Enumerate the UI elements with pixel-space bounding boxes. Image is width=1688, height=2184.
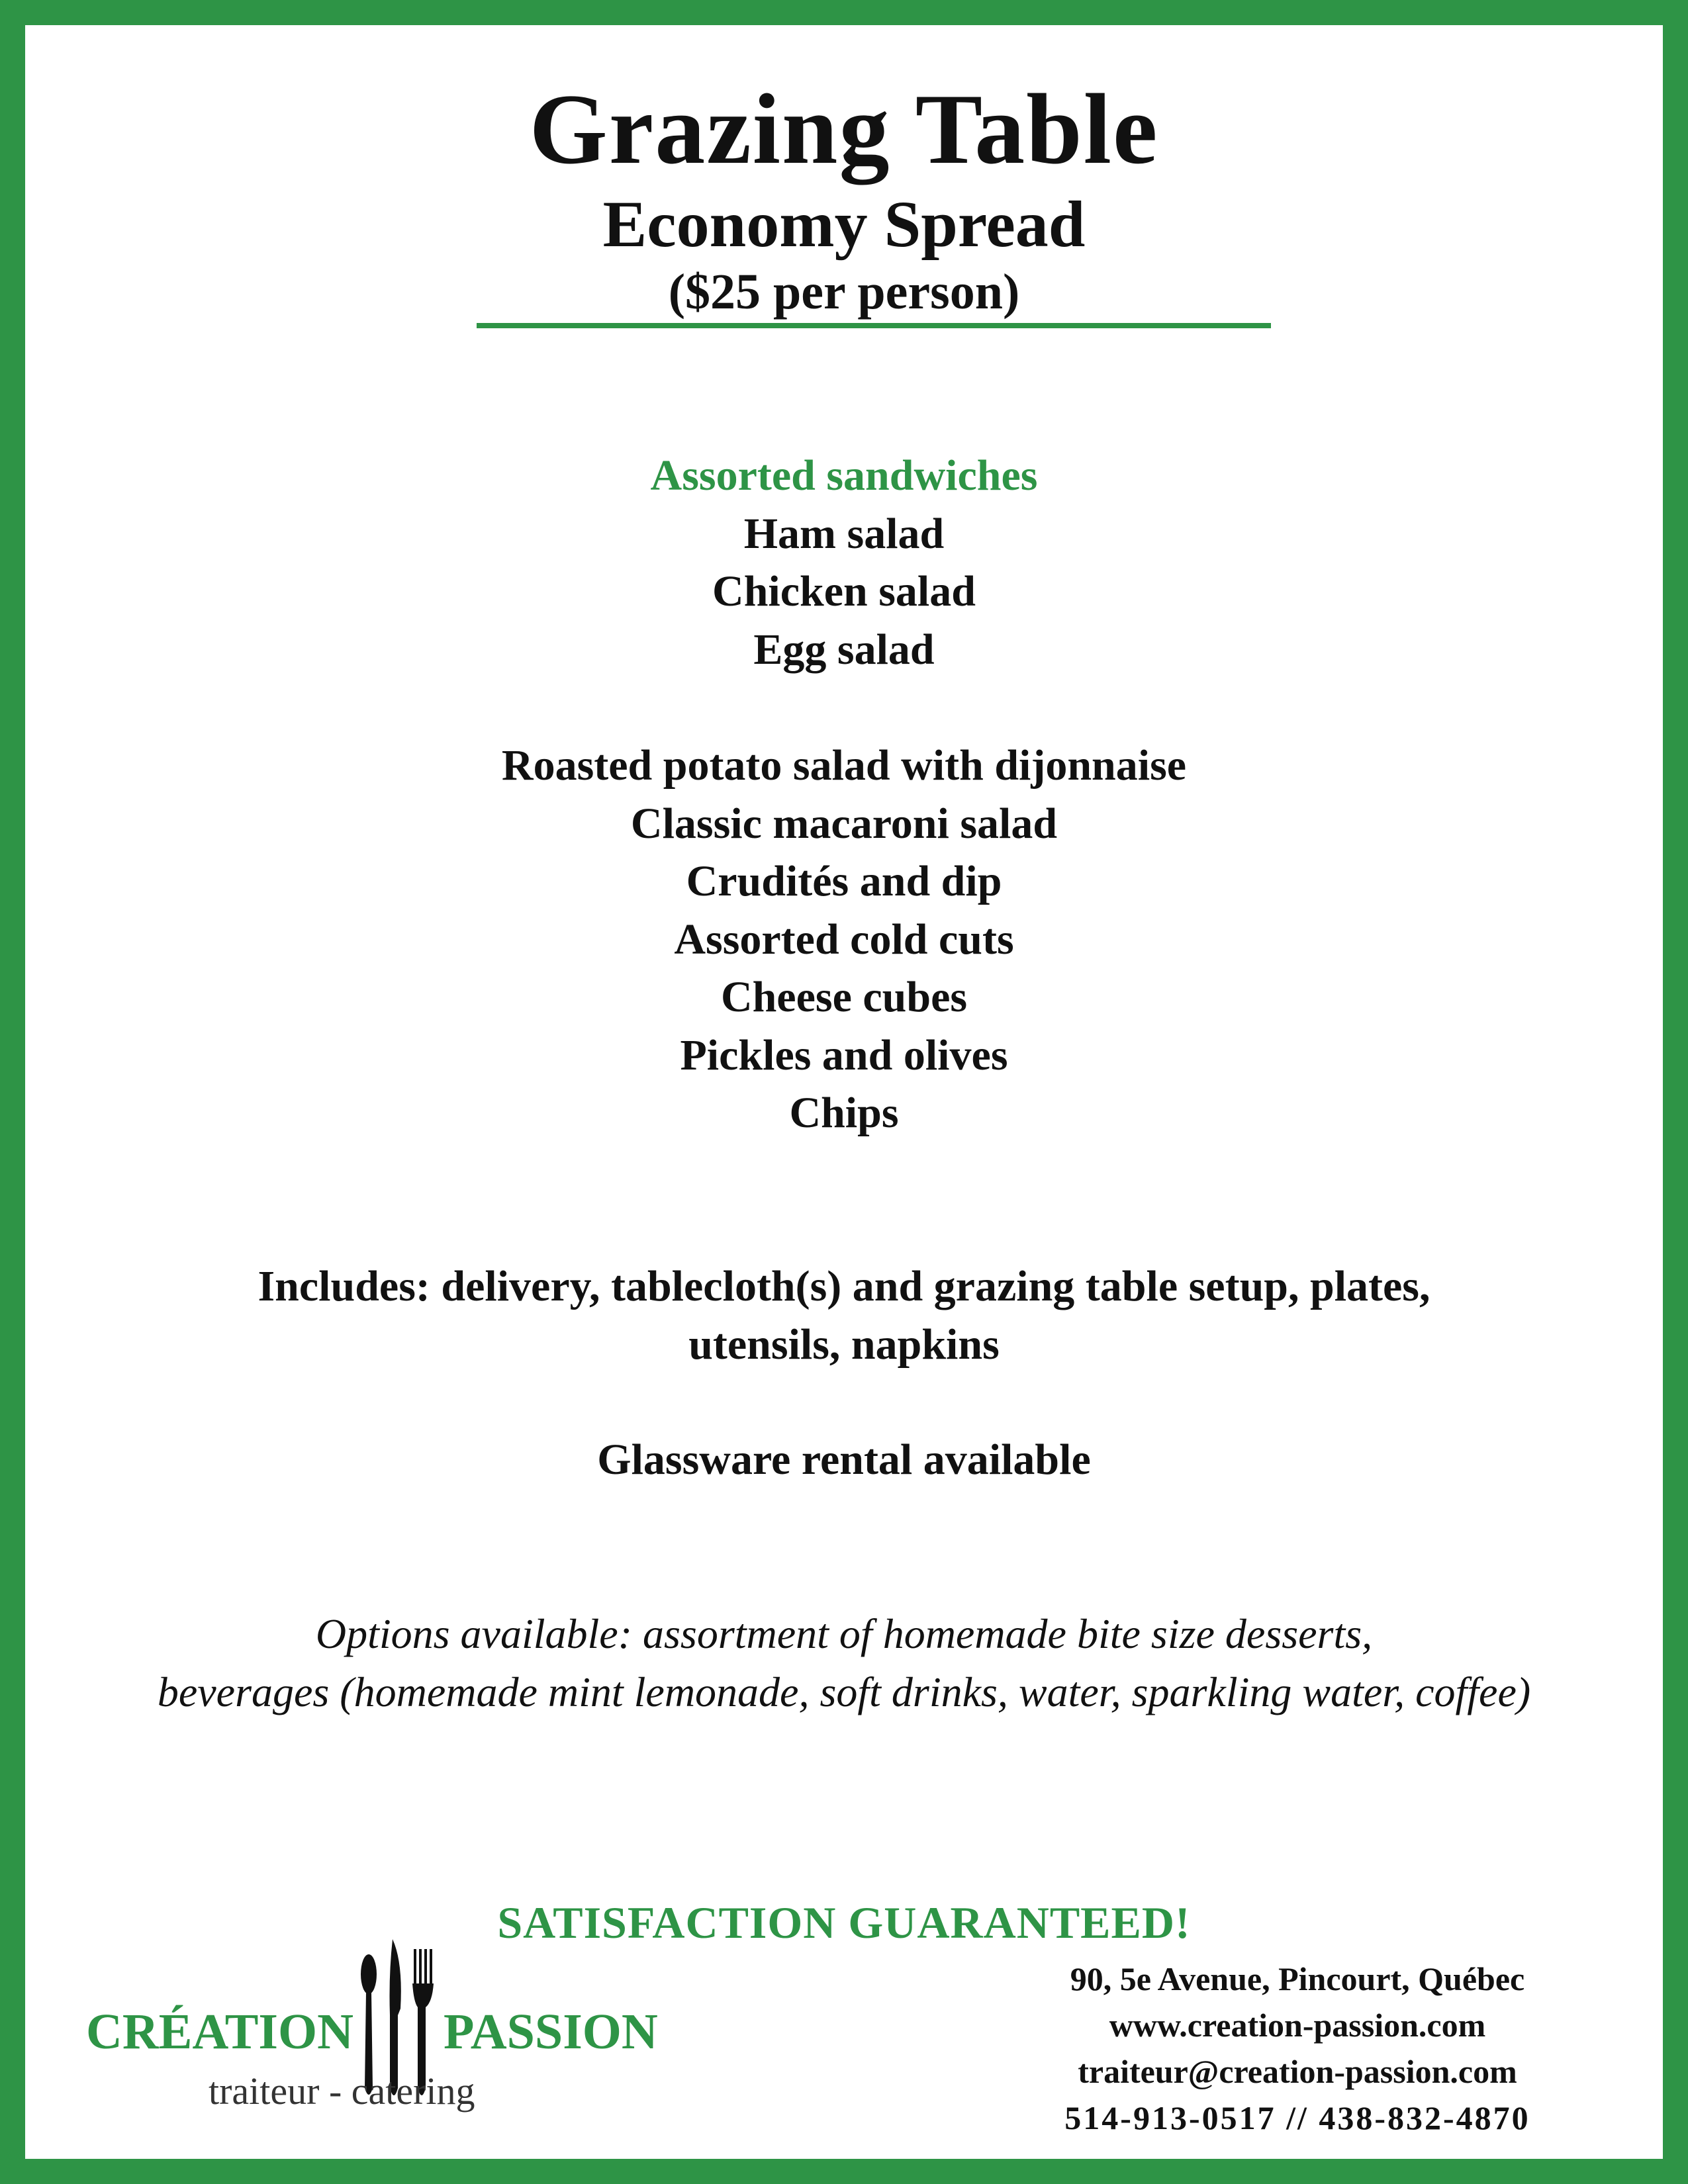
contact-website[interactable]: www.creation-passion.com: [1109, 2007, 1486, 2044]
sandwiches-heading: Assorted sandwiches: [650, 451, 1038, 500]
contact-block: [1006, 1956, 1589, 2141]
glassware-note: Glassware rental available: [597, 1435, 1091, 1484]
includes-line: utensils, napkins: [688, 1320, 1000, 1369]
satisfaction-guarantee: SATISFACTION GUARANTEED!: [497, 1897, 1191, 1948]
menu-item: Roasted potato salad with dijonnaise: [501, 741, 1187, 790]
menu-item: Chicken salad: [712, 567, 976, 615]
logo-word-passion: PASSION: [444, 2004, 658, 2060]
menu-item: Classic macaroni salad: [630, 799, 1058, 848]
sandwiches-section: [0, 447, 1688, 678]
menu-item: Egg salad: [753, 625, 935, 674]
page-subtitle: Economy Spread: [602, 187, 1086, 261]
contact-email[interactable]: traiteur@creation-passion.com: [1078, 2053, 1517, 2090]
options-note: [0, 1605, 1688, 1721]
contact-phones: 514-913-0517 // 438-832-4870: [1064, 2099, 1530, 2136]
page-title: Grazing Table: [529, 73, 1159, 185]
contact-address: 90, 5e Avenue, Pincourt, Québec: [1070, 1960, 1525, 1997]
price-per-person: ($25 per person): [668, 264, 1020, 320]
menu-item: Pickles and olives: [680, 1030, 1008, 1079]
menu-item: Crudités and dip: [686, 857, 1002, 905]
logo-word-creation: CRÉATION: [86, 2004, 353, 2060]
options-line: beverages (homemade mint lemonade, soft drinks, water, sparkling water, coffee): [157, 1668, 1531, 1715]
options-line: Options available: assortment of homemade bite size desserts,: [315, 1610, 1373, 1657]
includes-section: [0, 1257, 1688, 1374]
menu-item: Cheese cubes: [720, 973, 968, 1021]
menu-item: Ham salad: [743, 509, 945, 558]
includes-line: Includes: delivery, tablecloth(s) and grazing table setup, plates,: [258, 1262, 1430, 1310]
menu-item: Chips: [789, 1089, 899, 1137]
creation-passion-logo: [79, 1936, 675, 2134]
menu-item: Assorted cold cuts: [674, 915, 1014, 964]
sides-section: [0, 737, 1688, 1142]
title-underline: [477, 323, 1271, 328]
logo-tagline: traiteur - catering: [209, 2070, 475, 2113]
